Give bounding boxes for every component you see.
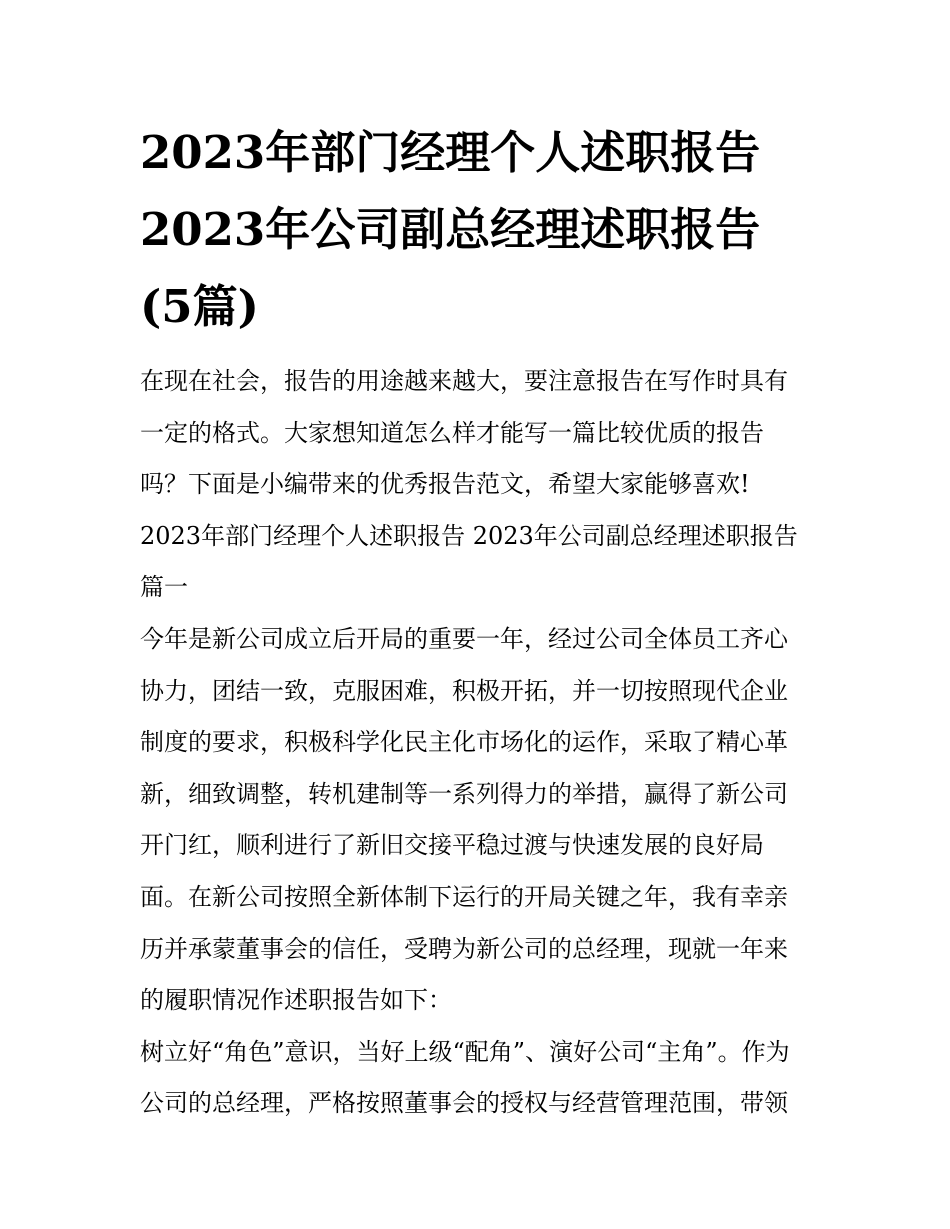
body-line: 今年是新公司成立后开局的重要一年，经过公司全体员工齐心: [140, 624, 788, 653]
document-title: [140, 114, 820, 345]
body-line: 制度的要求，积极科学化民主化市场化的运作，采取了精心革: [140, 728, 788, 757]
title-line: (5篇): [140, 280, 259, 333]
body-line: 2023年部门经理个人述职报告 2023年公司副总经理述职报告: [140, 521, 798, 550]
document-body: [140, 356, 830, 1130]
body-line: 在现在社会，报告的用途越来越大，要注意报告在写作时具有: [140, 367, 788, 395]
body-line: 一定的格式。大家想知道怎么样才能写一篇比较优质的报告: [140, 418, 764, 447]
title-line: 2023年部门经理个人述职报告: [140, 126, 761, 179]
body-line: 历并承蒙董事会的信任，受聘为新公司的总经理，现就一年来: [140, 934, 788, 963]
body-line: 协力，团结一致，克服困难，积极开拓，并一切按照现代企业: [140, 676, 788, 705]
title-line: 2023年公司副总经理述职报告: [140, 203, 761, 256]
body-line: 的履职情况作述职报告如下：: [140, 986, 452, 1015]
body-line: 面。在新公司按照全新体制下运行的开局关键之年，我有幸亲: [140, 882, 788, 911]
body-line: 吗？下面是小编带来的优秀报告范文，希望大家能够喜欢!: [140, 470, 750, 499]
body-line: 新，细致调整，转机建制等一系列得力的举措，赢得了新公司: [140, 779, 788, 808]
body-line: 树立好“角色”意识，当好上级“配角”、演好公司“主角”。作为: [140, 1037, 790, 1066]
body-line: 开门红，顺利进行了新旧交接平稳过渡与快速发展的良好局: [140, 831, 764, 860]
body-line: 公司的总经理，严格按照董事会的授权与经营管理范围，带领: [140, 1089, 788, 1118]
body-line: 篇一: [140, 573, 188, 602]
